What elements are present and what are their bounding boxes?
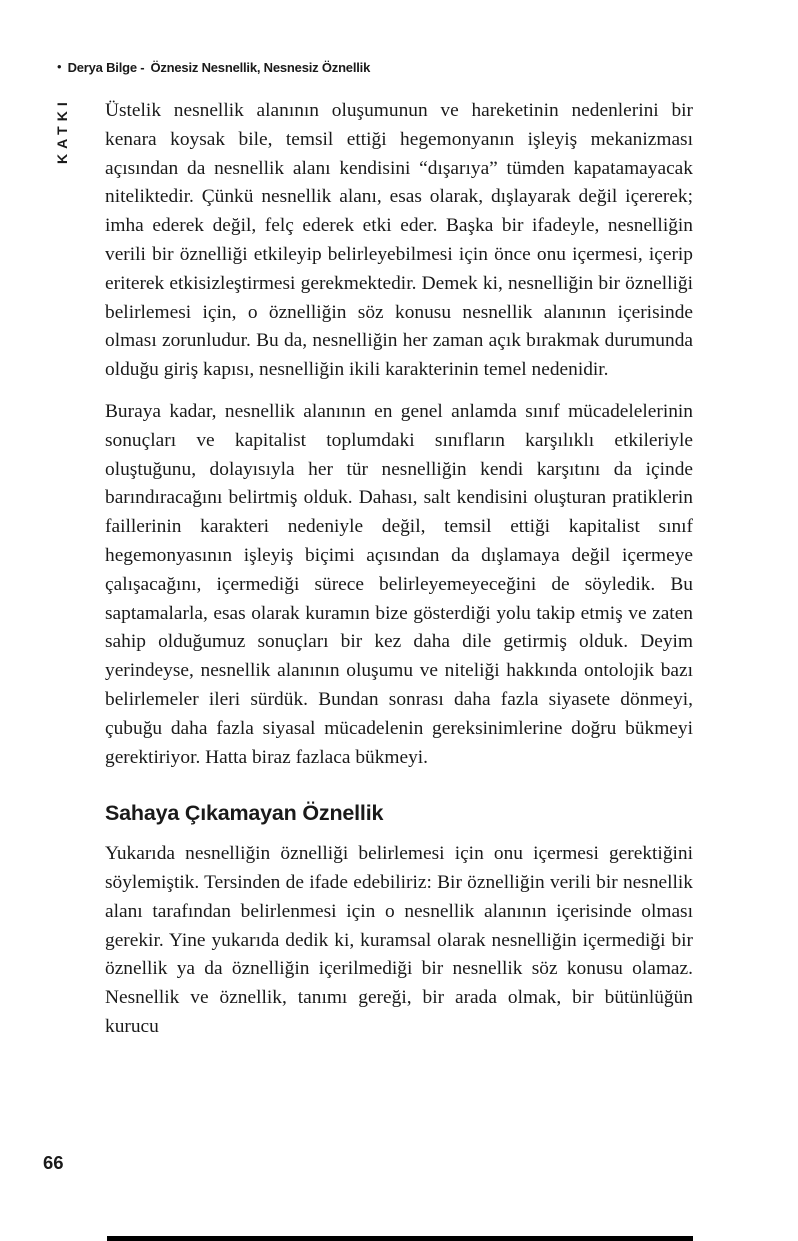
bullet-icon: • xyxy=(57,59,62,74)
margin-label-katki: KATKI xyxy=(54,97,70,164)
header-book-title: Öznesiz Nesnellik, Nesnesiz Öznellik xyxy=(150,60,371,75)
running-header xyxy=(57,60,370,75)
page-bottom-edge xyxy=(107,1236,693,1241)
section-heading: Sahaya Çıkamayan Öznellik xyxy=(105,801,384,826)
body-text-block xyxy=(105,97,693,1042)
header-author: Derya Bilge - xyxy=(67,60,145,75)
paragraph-1: Üstelik nesnellik alanının oluşumunun ve hareketinin nedenlerini bir kenara koysak bile, temsil ettiği hegemonyanın işleyiş mekanizması açısından da nesnellik alanı kendisini “dışarıya” tümden kapatamayacak niteliktedir. Çünkü nesnellik alanı, esas olarak, dışlayarak değil içererek; imha ederek değil, felç ederek etki eder. Başka bir ifadeyle, nesnelliğin verili bir öznelliği etkileyip belirleyebilmesi için önce onu içermesi, içerip eriterek etkisizleştirmesi gerekmektedir. Demek ki, nesnelliğin bir öznelliği belirlemesi için, o öznelliğin söz konusu nesnellik alanının içerisinde olması zorunludur. Bu da, nesnelliğin her zaman açık bırakmak durumunda olduğu giriş kapısı, nesnelliğin ikili karakterinin temel nedenidir. xyxy=(105,100,693,381)
paragraph-3: Yukarıda nesnelliğin öznelliği belirlemesi için onu içermesi gerektiğini söylemiştik. Tersinden de ifade edebiliriz: Bir öznelliğin verili bir nesnellik alanı tarafından belirlenmesi için o nesnellik alanının içerisinde olması gerekir. Yine yukarıda dedik ki, kuramsal olarak nesnelliğin içermediği bir öznellik ya da öznelliğin içerilmediği bir nesnellik söz konusu olamaz. Nesnellik ve öznellik, tanımı gereği, bir arada olmak, bir bütünlüğün kurucu xyxy=(105,843,693,1037)
paragraph-2: Buraya kadar, nesnellik alanının en genel anlamda sınıf mücadelelerinin sonuçları ve kapitalist toplumdaki sınıfların karşılıklı etkileriyle oluştuğunu, dolayısıyla her tür nesnelliğin kendi karşıtını da içinde barındıracağını belirtmiş olduk. Dahası, salt kendisini oluşturan pratiklerin faillerinin karakteri nedeniyle değil, temsil ettiği kapitalist sınıf hegemonyasının işleyiş biçimi açısından da dışlamaya değil içermeye çalışacağını, içermediği sürece belirleyemeyeceğini de söyledik. Bu saptamalarla, esas olarak kuramın bize gösterdiği yolu takip etmiş ve zaten sahip olduğumuz sonuçları bir kez daha dile getirmiş olduk. Deyim yerindeyse, nesnellik alanının oluşumu ve niteliği hakkında ontolojik bazı belirlemeler ileri sürdük. Bundan sonrası daha fazla siyasete dönmeyi, çubuğu daha fazla siyasal mücadelenin gereksinimlerine doğru bükmeyi gerektiriyor. Hatta biraz fazlaca bükmeyi. xyxy=(105,400,693,768)
page-number: 66 xyxy=(43,1152,64,1173)
